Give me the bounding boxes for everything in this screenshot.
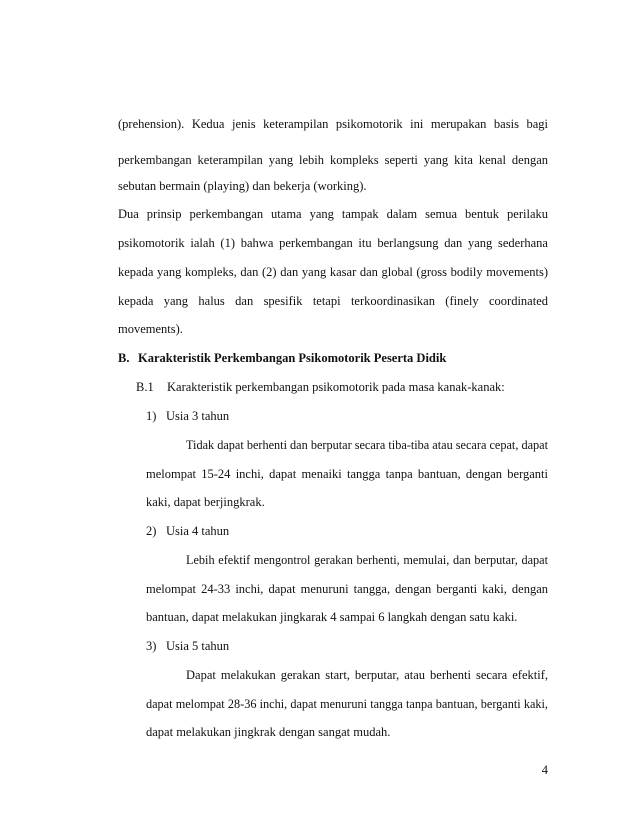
item-3-line-1: Dapat melakukan gerakan start, berputar, atau berhenti secara efektif, [186,668,548,682]
item-2-title: Usia 4 tahun [166,524,230,538]
page-number: 4 [541,763,548,777]
item-1-line-1: Tidak dapat berhenti dan berputar secara tiba-tiba atau secara cepat, dapat [186,438,548,452]
item-2-label: 2) [146,524,157,538]
subsection-b1 [136,379,548,395]
item-1-line-2: melompat 15-24 inchi, dapat menaiki tangga tanpa bantuan, dengan berganti [146,467,548,481]
item-3-title: Usia 5 tahun [166,639,230,653]
paragraph-1-line-3: sebutan bermain (playing) dan bekerja (working). [118,179,367,193]
item-3-line-2: dapat melompat 28-36 inchi, dapat menuruni tangga tanpa bantuan, berganti kaki, [146,697,548,711]
paragraph-2-line-5: movements). [118,322,183,336]
item-2-line-2: melompat 24-33 inchi, dapat menuruni tangga, dengan berganti kaki, dengan [146,582,548,596]
subsection-b1-text: Karakteristik perkembangan psikomotorik pada masa kanak-kanak: [167,380,505,394]
paragraph-2-line-2: psikomotorik ialah (1) bahwa perkembangan itu berlangsung dan yang sederhana [118,236,548,250]
item-2-line-1: Lebih efektif mengontrol gerakan berhenti, memulai, dan berputar, dapat [186,553,548,567]
item-1-heading [146,408,548,424]
item-1-line-3: kaki, dapat berjingkrak. [146,495,265,509]
item-3-heading [146,638,548,654]
section-b-label: B. [118,351,130,365]
paragraph-2-line-4: kepada yang halus dan spesifik tetapi terkoordinasikan (finely coordinated [118,294,548,308]
item-3-label: 3) [146,639,157,653]
item-1-label: 1) [146,409,157,423]
item-1-title: Usia 3 tahun [166,409,230,423]
item-3-line-3: dapat melakukan jingkrak dengan sangat mudah. [146,725,391,739]
paragraph-1-line-2: perkembangan keterampilan yang lebih kompleks seperti yang kita kenal dengan [118,153,548,167]
section-b-heading [118,350,548,366]
section-b-title: Karakteristik Perkembangan Psikomotorik Peserta Didik [138,351,447,365]
paragraph-2-line-3: kepada yang kompleks, dan (2) dan yang kasar dan global (gross bodily movements) [118,265,548,279]
paragraph-1-line-1: (prehension). Kedua jenis keterampilan psikomotorik ini merupakan basis bagi [118,117,548,131]
item-2-line-3: bantuan, dapat melakukan jingkarak 4 sampai 6 langkah dengan satu kaki. [146,610,518,624]
item-2-heading [146,523,548,539]
paragraph-2-line-1: Dua prinsip perkembangan utama yang tampak dalam semua bentuk perilaku [118,207,548,221]
subsection-b1-label: B.1 [136,380,154,394]
